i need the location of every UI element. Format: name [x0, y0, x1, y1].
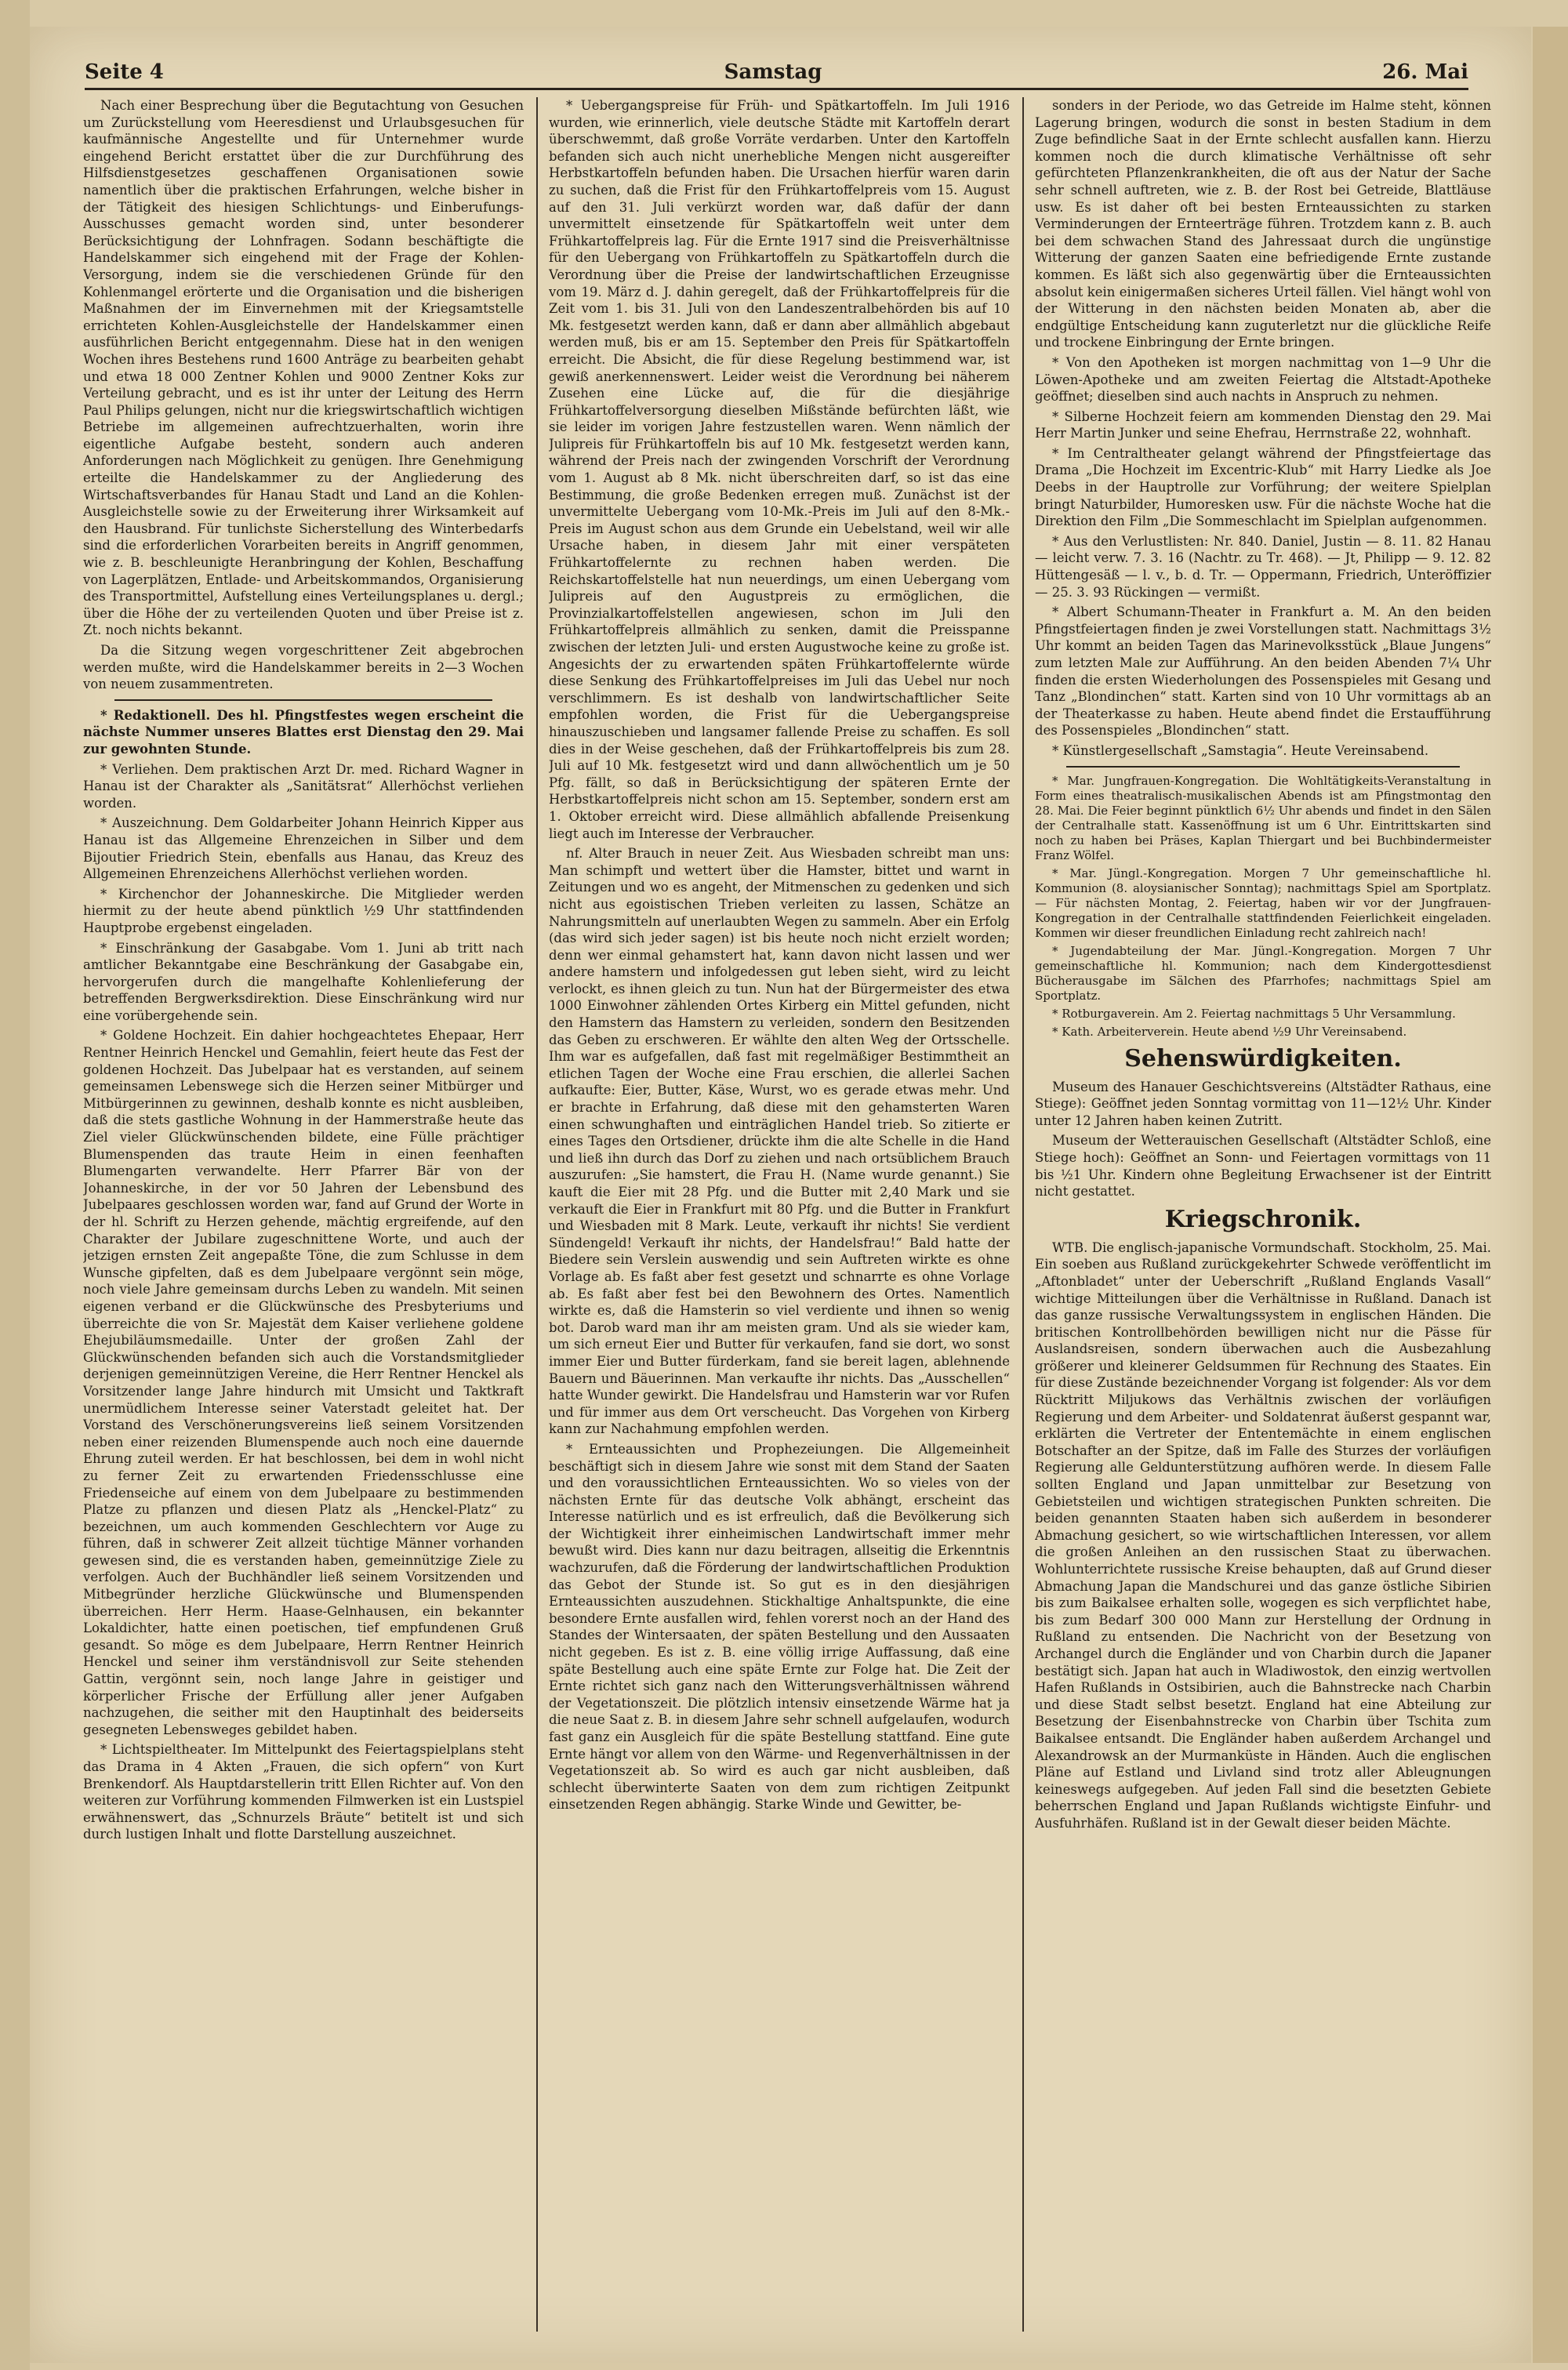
article-paragraph: * Auszeichnung. Dem Goldarbeiter Johann Heinrich Kipper aus Hanau ist das Allgemeine Ehrenzeichen in Silber und dem Bijoutier Friedrich Stein, ebenfalls aus Hanau, das Kreuz des Allgemeinen Ehrenzeichens Allerhöchst verliehen worden. [83, 815, 524, 882]
date: 26. Mai [1382, 60, 1468, 84]
article-paragraph: * Kath. Arbeiterverein. Heute abend ½9 Uhr Vereinsabend. [1052, 1024, 1407, 1039]
section-heading: Kriegschronik. [1164, 1205, 1362, 1233]
article-paragraph: sonders in der Periode, wo das Getreide im Halme steht, können Lagerung bringen, wodurch die sonst in besten Stadium in dem Zuge befindliche Saat in der Ernte schlecht ausfallen kann. Hierzu kommen noch die durch klimatische Verhältnisse oft sehr gefürchteten Pflanzenkrankheiten, die oft aus der Natur der Sache sehr schnell auftreten, wie z. B. der Rost bei Getreide, Blattläuse usw. Es ist daher oft bei besten Ernteaussichten zu starken Verminderungen der Ernteerträge führen. Trotzdem kann z. B. auch bei dem schwachen Stand des Jahressaat durch die ungünstige Witterung der ganzen Saaten eine befriedigende Ernte zustande kommen. Es läßt sich also gegenwärtig über die Ernteaussichten absolut kein einigermaßen sicheres Urteil fällen. Viel hängt wohl von der Witterung in den nächsten beiden Monaten ab, aber die endgültige Entscheidung kann zuguterletzt nur die glückliche Reife und trockene Einbringung der Ernte bringen. [1035, 98, 1491, 350]
article-paragraph: * Mar. Jüngl.-Kongregation. Morgen 7 Uhr gemeinschaftliche hl. Kommunion (8. aloysianischer Sonntag); nachmittags Spiel am Sportplatz. — Für nächsten Montag, 2. Feiertag, haben wir vor der Jungfrauen-Kongregation in der Centralhalle stattfindenden Feierlichkeit eingeladen. Kommen wir dieser freundlichen Einladung recht zahlreich nach! [1035, 866, 1491, 940]
separator-rule [1066, 766, 1460, 768]
article-paragraph: * Künstlergesellschaft „Samstagia“. Heute Vereinsabend. [1052, 742, 1429, 758]
section-heading: Sehenswürdigkeiten. [1124, 1044, 1402, 1072]
article-paragraph: * Lichtspieltheater. Im Mittelpunkt des Feiertagspielplans steht das Drama in 4 Akten „Frauen, die sich opfern“ von Kurt Brenkendorf. Als Hauptdarstellerin tritt Ellen Richter auf. Von den weiteren zur Vorführung kommenden Filmwerken ist ein Lustspiel erwähnenswert, das „Schnurzels Bräute“ betitelt ist und sich durch lustigen Inhalt und flotte Darstellung auszeichnet. [83, 1742, 524, 1842]
article-paragraph: * Jugendabteilung der Mar. Jüngl.-Kongregation. Morgen 7 Uhr gemeinschaftliche hl. Kommunion; nach dem Kindergottesdienst Bücherausgabe im Sälchen des Pfarrhofes; nachmittags Spiel am Sportplatz. [1035, 943, 1491, 1003]
article-paragraph: * Uebergangspreise für Früh- und Spätkartoffeln. Im Juli 1916 wurden, wie erinnerlich, viele deutsche Städte mit Kartoffeln derart überschwemmt, daß große Vorräte verdarben. Unter den Kartoffeln befanden sich auch nicht unerhebliche Mengen nicht ausgereifter Herbstkartoffeln befunden haben. Die Ursachen hierfür waren darin zu suchen, daß die Frist für den Frühkartoffelpreis vom 15. August auf den 31. Juli verkürzt worden war, daß dafür der dann unvermittelt einsetzende für Spätkartoffeln weit unter dem Frühkartoffelpreis lag. Für die Ernte 1917 sind die Preisverhältnisse für den Uebergang von Frühkartoffeln zu Spätkartoffeln durch die Verordnung über die Preise der landwirtschaftlichen Erzeugnisse vom 19. März d. J. dahin geregelt, daß der Frühkartoffelpreis für die Zeit vom 1. bis 31. Juli von den Landeszentralbehörden bis auf 10 Mk. festgesetzt werden kann, daß er dann aber allmählich abgebaut werden muß, bis er am 15. September den Preis für Spätkartoffeln erreicht. Die Absicht, die für diese Regelung bestimmend war, ist gewiß anerkennenswert. Leider weist die Verordnung bei näherem Zusehen eine Lücke auf, die für die diesjährige Frühkartoffelversorgung dieselben Mißstände befürchten läßt, wie sie leider im vorigen Jahre festzustellen waren. Wenn nämlich der Julipreis für Frühkartoffeln bis auf 10 Mk. festgesetzt werden kann, während der Preis nach der zwingenden Vorschrift der Verordnung vom 1. August ab 8 Mk. nicht überschreiten darf, so ist das eine Bestimmung, die große Bedenken erregen muß. Zunächst ist der unvermittelte Uebergang vom 10-Mk.-Preis im Juli auf den 8-Mk.-Preis im August schon aus dem Grunde ein Uebelstand, weil wir alle Ursache haben, in diesem Jahr mit einer verspäteten Frühkartoffelernte zu rechnen haben werden. Die Reichskartoffelstelle hat nun neuerdings, um einen Uebergang vom Julipreis auf den Augustpreis zu ermöglichen, die Provinzialkartoffelstellen angewiesen, schon im Juli den Frühkartoffelpreis allmählich zu senken, damit die Preisspanne zwischen der letzten Juli- und ersten Augustwoche keine zu große ist. Angesichts der zu erwartenden späten Frühkartoffelernte würde diese Senkung des Frühkartoffelpreises im Juli das Uebel nur noch verschlimmern. Es ist deshalb von landwirtschaftlicher Seite empfohlen worden, die Frist für die Uebergangspreise hinauszuschieben und langsamer fallende Preise zu schaffen. Es soll dies in der Weise geschehen, daß der Frühkartoffelpreis bis zum 28. Juli auf 10 Mk. festgesetzt wird und dann allwöchentlich um je 50 Pfg. fällt, so daß in Berücksichtigung der späteren Ernte der Herbstkartoffelpreis nicht schon am 15. September, sondern erst am 1. Oktober erreicht wird. Diese allmählich abfallende Preisenkung liegt auch im Interesse der Verbraucher. [549, 98, 1010, 841]
article-paragraph: * Mar. Jungfrauen-Kongregation. Die Wohltätigkeits-Veranstaltung in Form eines theatralisch-musikalischen Abends ist am Pfingstmontag den 28. Mai. Die Feier beginnt pünktlich 6½ Uhr abends und findet in den Sälen der Centralhalle statt. Kassenöffnung ist um 6 Uhr. Eintrittskarten sind noch zu haben bei Präses, Kaplan Thiergart und bei Buchbindermeister Franz Wölfel. [1035, 773, 1491, 862]
page-edge-right [1533, 27, 1568, 2363]
page-number: Seite 4 [85, 60, 164, 84]
column-3 [1035, 97, 1491, 2332]
article-paragraph: Nach einer Besprechung über die Begutachtung von Gesuchen um Zurückstellung vom Heeresdienst und Urlaubsgesuchen für kaufmännische Angestellte und für Unternehmer wurde eingehend Bericht erstattet über die zur Durchführung des Hilfsdienstgesetzes geschaffenen Organisationen sowie namentlich über die praktischen Erfahrungen, welche bisher in der Tätigkeit des hiesigen Schlichtungs- und Einberufungs-Ausschusses gemacht worden sind, unter besonderer Berücksichtigung der Lohnfragen. Sodann beschäftigte die Handelskammer sich eingehend mit der Frage der Kohlen-Versorgung, indem sie die verschiedenen Gründe für den Kohlenmangel erörterte und die Organisation und die bisherigen Maßnahmen der im Einvernehmen mit der Kriegsamtstelle errichteten Kohlen-Ausgleichstelle der Handelskammer einen ausführlichen Bericht entgegennahm. Diese hat in den wenigen Wochen ihres Bestehens rund 1600 Anträge zu bearbeiten gehabt und etwa 18 000 Zentner Kohlen und 9000 Zentner Koks zur Verteilung gebracht, und es ist ihr unter der Leitung des Herrn Paul Philips gelungen, nicht nur die kriegswirtschaftlich wichtigen Betriebe im allgemeinen aufrechtzuerhalten, worin ihre eigentliche Aufgabe besteht, sondern auch anderen Anforderungen nach Möglichkeit zu genügen. Ihre Genehmigung erteilte die Handelskammer zu der Angliederung des Wirtschaftsverbandes für Hanau Stadt und Land an die Kohlen-Ausgleichstelle sowie zu der Erweiterung ihrer Wirksamkeit auf den Hausbrand. Für tunlichste Sicherstellung des Winterbedarfs sind die erforderlichen Vorarbeiten bereits in Angriff genommen, wie z. B. beschleunigte Heranbringung der Kohlen, Beschaffung von Lagerplätzen, Entlade- und Arbeitskommandos, Organisierung des Transportmittel, Aufstellung eines Verteilungsplanes u. dergl.; über die Höhe der zu verteilenden Quoten und über Preise ist z. Zt. noch nichts bekannt. [83, 98, 524, 638]
separator-rule [114, 699, 492, 701]
page-edge-left [0, 0, 30, 2370]
article-paragraph: * Von den Apotheken ist morgen nachmittag von 1—9 Uhr die Löwen-Apotheke und am zweiten Feiertag die Altstadt-Apotheke geöffnet; dieselben sind auch nachts in Anspruch zu nehmen. [1035, 354, 1491, 405]
article-paragraph: * Kirchenchor der Johanneskirche. Die Mitglieder werden hiermit zu der heute abend pünktlich ½9 Uhr stattfindenden Hauptprobe ergebenst eingeladen. [83, 886, 524, 935]
article-paragraph: * Ernteaussichten und Prophezeiungen. Die Allgemeinheit beschäftigt sich in diesem Jahre wie sonst mit dem Stand der Saaten und den voraussichtlichen Ernteaussichten. Wo so vieles von der nächsten Ernte für das deutsche Volk abhängt, erscheint das Interesse natürlich und es ist erfreulich, daß die Bevölkerung sich der Wichtigkeit ihrer einheimischen Landwirtschaft immer mehr bewußt wird. Dies kann nur dazu beitragen, allseitig die Erkenntnis wachzurufen, daß die Förderung der landwirtschaftlichen Produktion das Gebot der Stunde ist. So gut es in den diesjährigen Ernteaussichten auszudehnen. Stickhaltige Anhaltspunkte, die eine besondere Ernte ausfallen wird, fehlen vorerst noch an der Hand des Standes der Wintersaaten, der späten Bestellung und den Aussaaten nicht gegeben. Es ist z. B. eine völlig irrige Auffassung, daß eine späte Bestellung auch eine späte Ernte zur Folge hat. Die Zeit der Ernte richtet sich ganz nach den Witterungsverhältnissen während der Vegetationszeit. Die plötzlich intensiv einsetzende Wärme hat ja die neue Saat z. B. in diesem Jahre sehr schnell aufgelaufen, wodurch fast ganz ein Ausgleich für die späte Bestellung stattfand. Eine gute Ernte hängt vor allem von den Wärme- und Regenverhältnissen in der Vegetationszeit ab. So wird es auch gar nicht ausbleiben, daß schlecht überwinterte Saaten von dem zum richtigen Zeitpunkt einsetzenden Regen abhängig. Starke Winde und Gewitter, be- [549, 1441, 1010, 1813]
article-paragraph: * Goldene Hochzeit. Ein dahier hochgeachtetes Ehepaar, Herr Rentner Heinrich Henckel und Gemahlin, feiert heute das Fest der goldenen Hochzeit. Das Jubelpaar hat es verstanden, auf seinem gemeinsamen Lebenswege sich die Herzen seiner Mitbürger und Mitbürgerinnen zu gewinnen, deshalb konnte es nicht ausbleiben, daß die stets gastliche Wohnung in der Hammerstraße heute das Ziel vieler Glückwünschenden bildete, eine Fülle prächtiger Blumenspenden das traute Heim in einen feenhaften Blumengarten verwandelte. Herr Pfarrer Bär von der Johanneskirche, in der vor 50 Jahren der Lebensbund des Jubelpaares geschlossen worden war, fand auf Grund der Worte in der hl. Schrift zu Herzen gehende, mächtig ergreifende, auf den Charakter der Jubilare zugeschnittene Worte, und auch der jetzigen ernsten Zeit angepaßte Töne, die zum Schlusse in dem Wunsche gipfelten, daß es dem Jubelpaare vergönnt sein möge, noch viele Jahre gemeinsam durchs Leben zu wandeln. Mit seinen eigenen verband er die Glückwünsche des Presbyteriums und überreichte die von Sr. Majestät dem Kaiser verliehene goldene Ehejubiläumsmedaille. Unter der großen Zahl der Glückwünschenden befanden sich auch die Vorstandsmitglieder derjenigen gemeinnützigen Vereine, die Herr Rentner Henckel als Vorsitzender lange Jahre hindurch mit Umsicht und Taktkraft unermüdlichem Interesse seiner Vaterstadt geleitet hat. Der Vorstand des Verschönerungsvereins ließ seinem Vorsitzenden neben einer reizenden Blumenspende auch noch eine dauernde Ehrung zuteil werden. Er hat beschlossen, bei dem in wohl nicht zu ferner Zeit zu erwartenden Friedensschlusse eine Friedenseiche auf einem von dem Jubelpaare zu bestimmenden Platze zu pflanzen und diesen Platz als „Henckel-Platz“ zu bezeichnen, um auch kommenden Geschlechtern vor Auge zu führen, daß in schwerer Zeit allzeit tüchtige Männer vorhanden gewesen sind, die es verstanden haben, gemeinnützige Ziele zu verfolgen. Auch der Buchhändler ließ seinem Vorsitzenden und Mitbegründer herzliche Glückwünsche und Blumenspenden überreichen. Herr Herm. Haase-Gelnhausen, ein bekannter Lokaldichter, hatte einen poetischen, tief empfundenen Gruß gesandt. So möge es dem Jubelpaare, Herrn Rentner Heinrich Henckel und seiner ihm verständnisvoll zur Seite stehenden Gattin, vergönnt sein, noch lange Jahre in geistiger und körperlicher Frische der Erfüllung aller jener Aufgaben nachzugehen, die seither mit den Hauptinhalt des beiderseits gesegneten Lebensweges gebildet haben. [83, 1028, 524, 1737]
article-paragraph: * Verliehen. Dem praktischen Arzt Dr. med. Richard Wagner in Hanau ist der Charakter als „Sanitätsrat“ Allerhöchst verliehen worden. [83, 761, 524, 811]
article-paragraph: Museum des Hanauer Geschichtsvereins (Altstädter Rathaus, eine Stiege): Geöffnet jeden Sonntag vormittag von 11—12½ Uhr. Kinder unter 12 Jahren haben keinen Zutritt. [1035, 1079, 1491, 1128]
article-paragraph: * Aus den Verlustlisten: Nr. 840. Daniel, Justin — 8. 11. 82 Hanau — leicht verw. 7. 3. 16 (Nachtr. zu Tr. 468). — Jt, Philipp — 9. 12. 82 Hüttengesäß — l. v., b. d. Tr. — Oppermann, Friedrich, Unteröffizier — 25. 3. 93 Rückingen — vermißt. [1035, 533, 1491, 600]
article-paragraph: Museum der Wetterauischen Gesellschaft (Altstädter Schloß, eine Stiege hoch): Geöffnet an Sonn- und Feiertagen vormittags von 11 bis ½1 Uhr. Kindern ohne Begleitung Erwachsener ist der Eintritt nicht gestattet. [1035, 1133, 1491, 1200]
article-paragraph: * Silberne Hochzeit feiern am kommenden Dienstag den 29. Mai Herr Martin Junker und seine Ehefrau, Herrnstraße 22, wohnhaft. [1035, 408, 1491, 441]
weekday: Samstag [724, 60, 822, 84]
article-paragraph: nf. Alter Brauch in neuer Zeit. Aus Wiesbaden schreibt man uns: Man schimpft und wettert über die Hamster, bittet und warnt in Zeitungen und wo es angeht, der Mitmenschen zu gedenken und sich nicht aus egoistischen Trieben verleiten zu lassen, Schätze an Nahrungsmitteln auf unerlaubten Wegen zu sammeln. Aber ein Erfolg (das wird sich jeder sagen) ist bis heute noch nicht erzielt worden; denn wer einmal gehamstert hat, kann davon nicht lassen und wer andere hamstern und infolgedessen gut leben sieht, wird zu leicht verlockt, es ihnen gleich zu tun. Nun hat der Bürgermeister des etwa 1000 Einwohner zählenden Ortes Kirberg ein Mittel gefunden, nicht den Hamstern das Hamstern zu verleiden, sondern den Besitzenden das Geben zu erschweren. Er wählte den alten Weg der Ortsschelle. Ihm war es aufgefallen, daß fast mit regelmäßiger Bestimmtheit an etlichen Tagen der Woche eine Frau erschien, die allerlei Sachen aufkaufte: Eier, Butter, Käse, Wurst, wo es gerade etwas mehr. Und er brachte in Erfahrung, daß diese mit den gehamsterten Waren einen schwunghaften und einträglichen Handel trieb. So zitierte er eines Tages den Ortsdiener, drückte ihm die alte Schelle in die Hand und ließ ihn durch das Dorf zu ziehen und nach ortsüblichem Brauch auszurufen: „Sie hamstert, die Frau H. (Name wurde genannt.) Sie kauft die Eier mit 28 Pfg. und die Butter mit 2,40 Mark und sie verkauft die Eier in Frankfurt mit 80 Pfg. und die Butter in Frankfurt und Wiesbaden mit 8 Mark. Leute, verkauft ihr nichts! Sie verdient Sündengeld! Verkauft ihr nichts, der Handelsfrau!“ Bald hatte der Biedere sein Verslein auswendig und sein Auftreten wirkte es ohne Vorlage ab. Es faßt aber fest gesetzt und schnarrte es ohne Vorlage ab. Es faßt aber fest bei den Bewohnern des Ortes. Namentlich wirkte es, daß die Hamsterin so viel verdiente und ihnen so wenig bot. Darob ward man ihr am meisten gram. Und als sie wieder kam, um sich erneut Eier und Butter für verkaufen, fand sie dort, wo sonst immer Eier und Butter fürderkam, fand sie bereit lagen, ablehnende Bauern und Bäuerinnen. Man verkaufte ihr nichts. Das „Ausschellen“ hatte Wunder gewirkt. Die Handelsfrau und Hamsterin war vor Rufen und für immer aus dem Ort verscheucht. Das Vorgehen von Kirberg kann zur Nachahmung empfohlen werden. [549, 846, 1010, 1437]
article-paragraph: Da die Sitzung wegen vorgeschrittener Zeit abgebrochen werden mußte, wird die Handelskammer bereits in 2—3 Wochen von neuem zusammentreten. [83, 643, 524, 692]
article-paragraph: * Albert Schumann-Theater in Frankfurt a. M. An den beiden Pfingstfeiertagen finden je zwei Vorstellungen statt. Nachmittags 3½ Uhr kommt an beiden Tagen das Marinevolksstück „Blaue Jungens“ zum letzten Male zur Aufführung. An den beiden Abenden 7¼ Uhr finden die ersten Wiederholungen des Possenspieles mit Gesang und Tanz „Blondinchen“ statt. Karten sind von 10 Uhr vormittags ab an der Theaterkasse zu haben. Heute abend findet die Erstaufführung des Possenspieles „Blondinchen“ statt. [1035, 604, 1491, 739]
newspaper-page [30, 27, 1531, 2363]
column-rule [1022, 97, 1024, 2332]
article-paragraph: * Einschränkung der Gasabgabe. Vom 1. Juni ab tritt nach amtlicher Bekanntgabe eine Beschränkung der Gasabgabe ein, hervorgerufen durch die mangelhafte Kohlenlieferung der betreffenden Bergwerksdirektion. Diese Einschränkung wird nur eine vorübergehende sein. [83, 940, 524, 1023]
article-paragraph: * Im Centraltheater gelangt während der Pfingstfeiertage das Drama „Die Hochzeit im Excentric-Klub“ mit Harry Liedke als Joe Deebs in der Hauptrolle zur Vorführung; der weitere Spielplan bringt Naturbilder, Humoresken usw. Für die nächste Woche hat die Direktion den Film „Die Sommeschlacht im Spielplan aufgenommen. [1035, 445, 1491, 529]
page-header [85, 56, 1468, 90]
article-paragraph: WTB. Die englisch-japanische Vormundschaft. Stockholm, 25. Mai. Ein soeben aus Rußland zurückgekehrter Schwede veröffentlicht im „Aftonbladet“ unter der Ueberschrift „Rußland Englands Vasall“ wichtige Mitteilungen über die Verhältnisse in Rußland. Danach ist das ganze russische Verwaltungssystem in englischen Händen. Die britischen Kontrollbehörden bewilligen nicht nur die Pässe für Auslandsreisen, sondern überwachen auch die Ausbezahlung größerer und kleinerer Geldsummen für Rechnung des Staates. Ein für diese Zustände bezeichnender Vorgang ist folgender: Als vor dem Rücktritt Miljukows das Verhältnis zwischen der vorläufigen Regierung und dem Arbeiter- und Soldatenrat äußerst gespannt war, erklärten die Vertreter der Ententemächte in einem englischen Botschafter an der Spitze, daß im Falle des Sturzes der vorläufigen Regierung alle Geldunterstützung aufhören werde. In diesem Falle sollten England und Japan unmittelbar zur Besetzung von Gebietsteilen und wichtigen strategischen Punkten schreiten. Die beiden genannten Staaten haben sich außerdem in besonderer Abmachung gesichert, so wie wirtschaftlichen Interessen, vor allem die großen Anleihen an den russischen Staat zu überwachen. Wohlunterrichtete russische Kreise behaupten, daß auf Grund dieser Abmachung Japan die Mandschurei und das ganze östliche Sibirien bis zum Baikalsee erhalten solle, wogegen es sich verpflichtet habe, bis zum Bedarf 300 000 Mann zur Herstellung der Ordnung in Rußland zu entsenden. Die Nachricht von der Besetzung von Archangel durch die Engländer und von Charbin durch die Japaner bestätigt sich. Japan hat auch in Wladiwostok, den einzig wertvollen Hafen Rußlands in Ostsibirien, auch die Bahnstrecke nach Charbin und diese Stadt selbst besetzt. England hat eine Abteilung zur Besetzung der Eisenbahnstrecke von Charbin über Tschita zum Baikalsee entsandt. Die Engländer haben außerdem Archangel und Alexandrowsk an der Murmanküste in Händen. Auch die englischen Pläne auf Estland und Livland sind trotz aller Ableugnungen keineswegs aufgegeben. Auf jeden Fall sind die besetzten Gebiete beherrschen England und Japan Rußlands wichtigste Einfuhr- und Ausfuhrhäfen. Rußland ist in der Gewalt dieser beiden Mächte. [1035, 1239, 1491, 1831]
article-paragraph: * Rotburgaverein. Am 2. Feiertag nachmittags 5 Uhr Versammlung. [1052, 1006, 1456, 1021]
article-paragraph: * Redaktionell. Des hl. Pfingstfestes wegen erscheint die nächste Nummer unseres Blattes erst Dienstag den 29. Mai zur gewohnten Stunde. [83, 707, 524, 757]
column-rule [536, 97, 538, 2332]
column-2 [549, 97, 1010, 2332]
column-1 [83, 97, 524, 2332]
